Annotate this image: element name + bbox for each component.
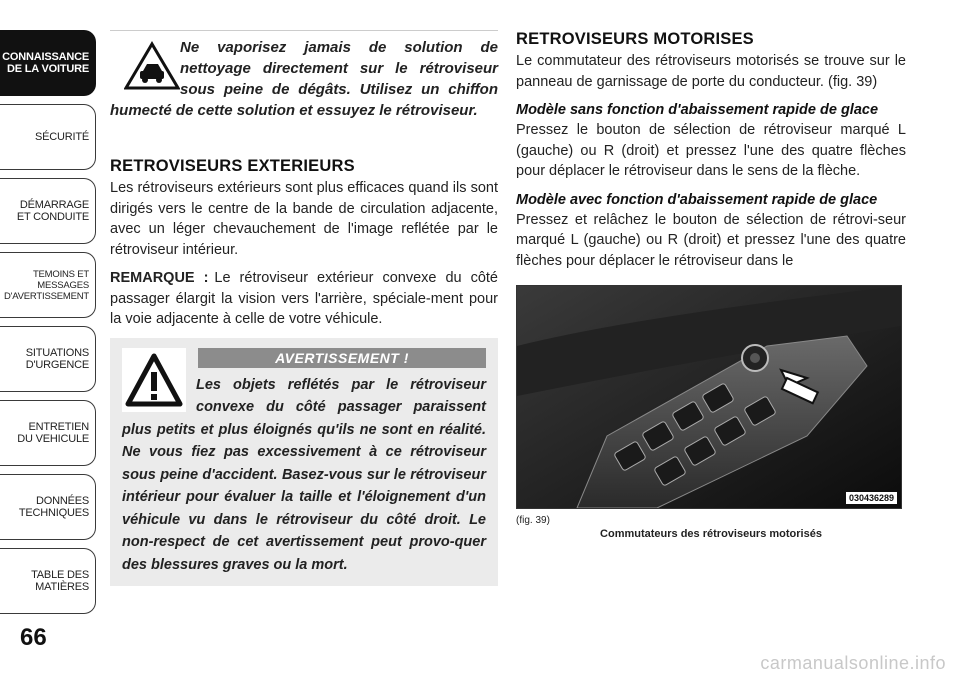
subsection-without-express-body: Pressez le bouton de sélection de rétroviseur marqué L (gauche) ou R (droit) et pressez l'une des quatre flèches pour déplacer le rétroviseur dans le sens de la flèche.: [516, 122, 906, 179]
remark-label: REMARQUE :: [110, 270, 209, 286]
warning-triangle-icon: [122, 348, 186, 412]
left-column: [110, 30, 498, 586]
tab-label: TABLE DES MATIÈRES: [31, 569, 89, 593]
tab-label: SITUATIONS D'URGENCE: [25, 347, 89, 371]
tab-donnees[interactable]: [0, 474, 96, 540]
figure-code: 030436289: [846, 492, 897, 504]
right-column: [516, 30, 906, 540]
caution-car-icon: [124, 41, 180, 91]
remark-body: Le rétroviseur extérieur convexe du côté passager élargit la vision vers l'arrière, spéciale-ment pour la voie adjacente à celle de votre véhicule.: [110, 270, 498, 327]
tab-label: CONNAISSANCE DE LA VOITURE: [2, 51, 89, 75]
tab-securite[interactable]: [0, 104, 96, 170]
tab-connaissance[interactable]: [0, 30, 96, 96]
mirror-switch-panel-illustration: [517, 286, 901, 508]
tab-entretien[interactable]: [0, 400, 96, 466]
tab-demarrage[interactable]: [0, 178, 96, 244]
warning-title: AVERTISSEMENT !: [198, 348, 486, 368]
caution-text: Ne vaporisez jamais de solution de nettoyage directement sur le rétroviseur sous peine de dégâts. Utilisez un chiffon humecté de cette solution et essuyez le rétroviseur.: [110, 39, 498, 119]
tab-temoins[interactable]: [0, 252, 96, 318]
figure-caption: Commutateurs des rétroviseurs motorisés: [600, 528, 822, 540]
caution-note: [110, 30, 498, 147]
warning-text: Les objets reflétés par le rétroviseur convexe du côté passager paraissent plus petits et plus éloignés qu'ils ne sont en réalité. Ne vous fiez pas excessivement à ce rétroviseur sous peine d'accident. Basez-vous sur le rétroviseur intérieur pour évaluer la taille et l'éloignement d'un véhicule vu dans le rétroviseur du côté droit. Le non-respect de cet avertissement peut provo-quer des blessures graves ou la mort.: [122, 376, 486, 573]
tab-label: TEMOINS ET MESSAGES D'AVERTISSEMENT: [3, 268, 89, 302]
watermark: carmanualsonline.info: [760, 653, 946, 673]
exterior-mirrors-body: Les rétroviseurs extérieurs sont plus efficaces quand ils sont dirigés vers le centre de la bande de circulation adjacente, avec un léger chevauchement de l'image reflétée par le rétroviseur intérieur.: [110, 180, 498, 258]
page-number: 66: [20, 624, 47, 651]
exterior-mirrors-title: RETROVISEURS EXTERIEURS: [110, 157, 355, 175]
figure-label: (fig. 39): [516, 515, 550, 526]
warning-box: [110, 338, 498, 587]
tab-table[interactable]: [0, 548, 96, 614]
subsection-without-express-title: Modèle sans fonction d'abaissement rapide de glace: [516, 102, 879, 118]
tab-label: SÉCURITÉ: [34, 131, 89, 143]
figure-mirror-switch-photo: [516, 285, 902, 509]
subsection-with-express-title: Modèle avec fonction d'abaissement rapide de glace: [516, 191, 878, 208]
tab-label: ENTRETIEN DU VEHICULE: [17, 421, 89, 445]
tab-label: DONNÉES TECHNIQUES: [18, 495, 89, 519]
subsection-with-express-body: Pressez et relâchez le bouton de sélection de rétrovi-seur marqué L (gauche) ou R (droit) et pressez l'une des quatre flèches pour déplacer le rétroviseur dans le: [516, 211, 906, 269]
tab-label: DÉMARRAGE ET CONDUITE: [16, 199, 89, 223]
power-mirrors-title: RETROVISEURS MOTORISES: [516, 30, 754, 48]
remark-paragraph: [110, 268, 498, 330]
tab-situations[interactable]: [0, 326, 96, 392]
power-mirrors-body: Le commutateur des rétroviseurs motorisés se trouve sur le panneau de garnissage de porte du conducteur. (fig. 39): [516, 53, 906, 90]
